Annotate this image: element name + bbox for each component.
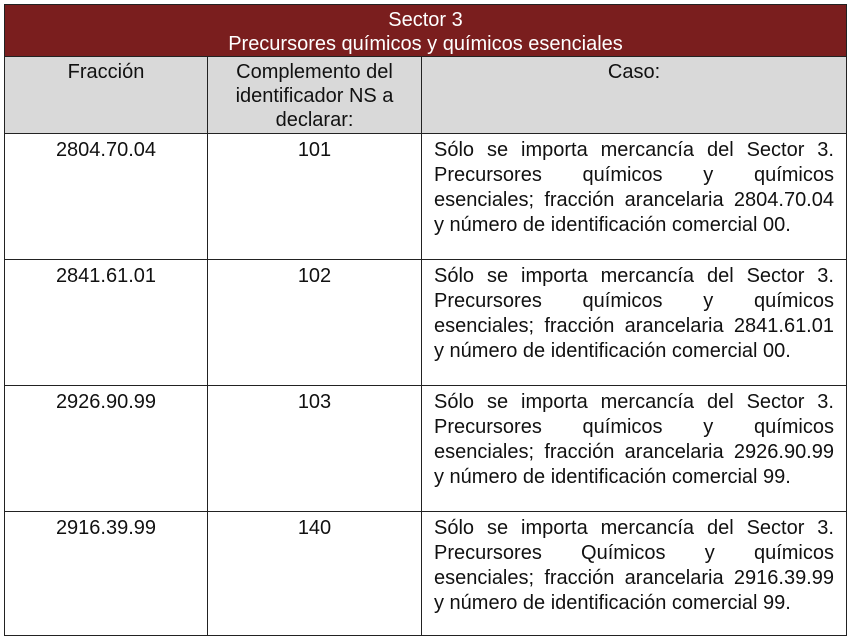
cell-caso: Sólo se importa mercancía del Sector 3. Precursores químicos y químicos esenciales; fracción arancelaria 2804.70.04 y número de identificación comercial 00. [421, 134, 846, 259]
cell-complemento: 101 [207, 134, 421, 259]
table-title [5, 5, 846, 57]
cell-caso: Sólo se importa mercancía del Sector 3. Precursores químicos y químicos esenciales; fracción arancelaria 2841.61.01 y número de identificación comercial 00. [421, 260, 846, 385]
title-description: Precursores químicos y químicos esenciales [228, 33, 623, 55]
sector-table [4, 4, 847, 636]
cell-complemento: 140 [207, 512, 421, 635]
cell-fraccion: 2804.70.04 [55, 139, 157, 161]
cell-complemento: 102 [207, 260, 421, 385]
cell-caso: Sólo se importa mercancía del Sector 3. Precursores Químicos y químicos esenciales; fracción arancelaria 2916.39.99 y número de identificación comercial 99. [421, 512, 846, 635]
cell-complemento: 103 [207, 386, 421, 511]
cell-caso: Sólo se importa mercancía del Sector 3. Precursores químicos y químicos esenciales; fracción arancelaria 2926.90.99 y número de identificación comercial 99. [421, 386, 846, 511]
cell-fraccion: 2916.39.99 [55, 517, 157, 539]
header-fraccion: Fracción [67, 61, 145, 83]
table-row [5, 260, 846, 386]
table-row [5, 134, 846, 260]
title-sector: Sector 3 [388, 9, 463, 31]
header-caso: Caso: [421, 57, 846, 133]
header-row [5, 57, 846, 134]
cell-fraccion: 2926.90.99 [55, 391, 157, 413]
table-row [5, 512, 846, 635]
table-row [5, 386, 846, 512]
header-complemento: Complemento del identificador NS a declarar: [207, 57, 421, 133]
cell-fraccion: 2841.61.01 [55, 265, 157, 287]
